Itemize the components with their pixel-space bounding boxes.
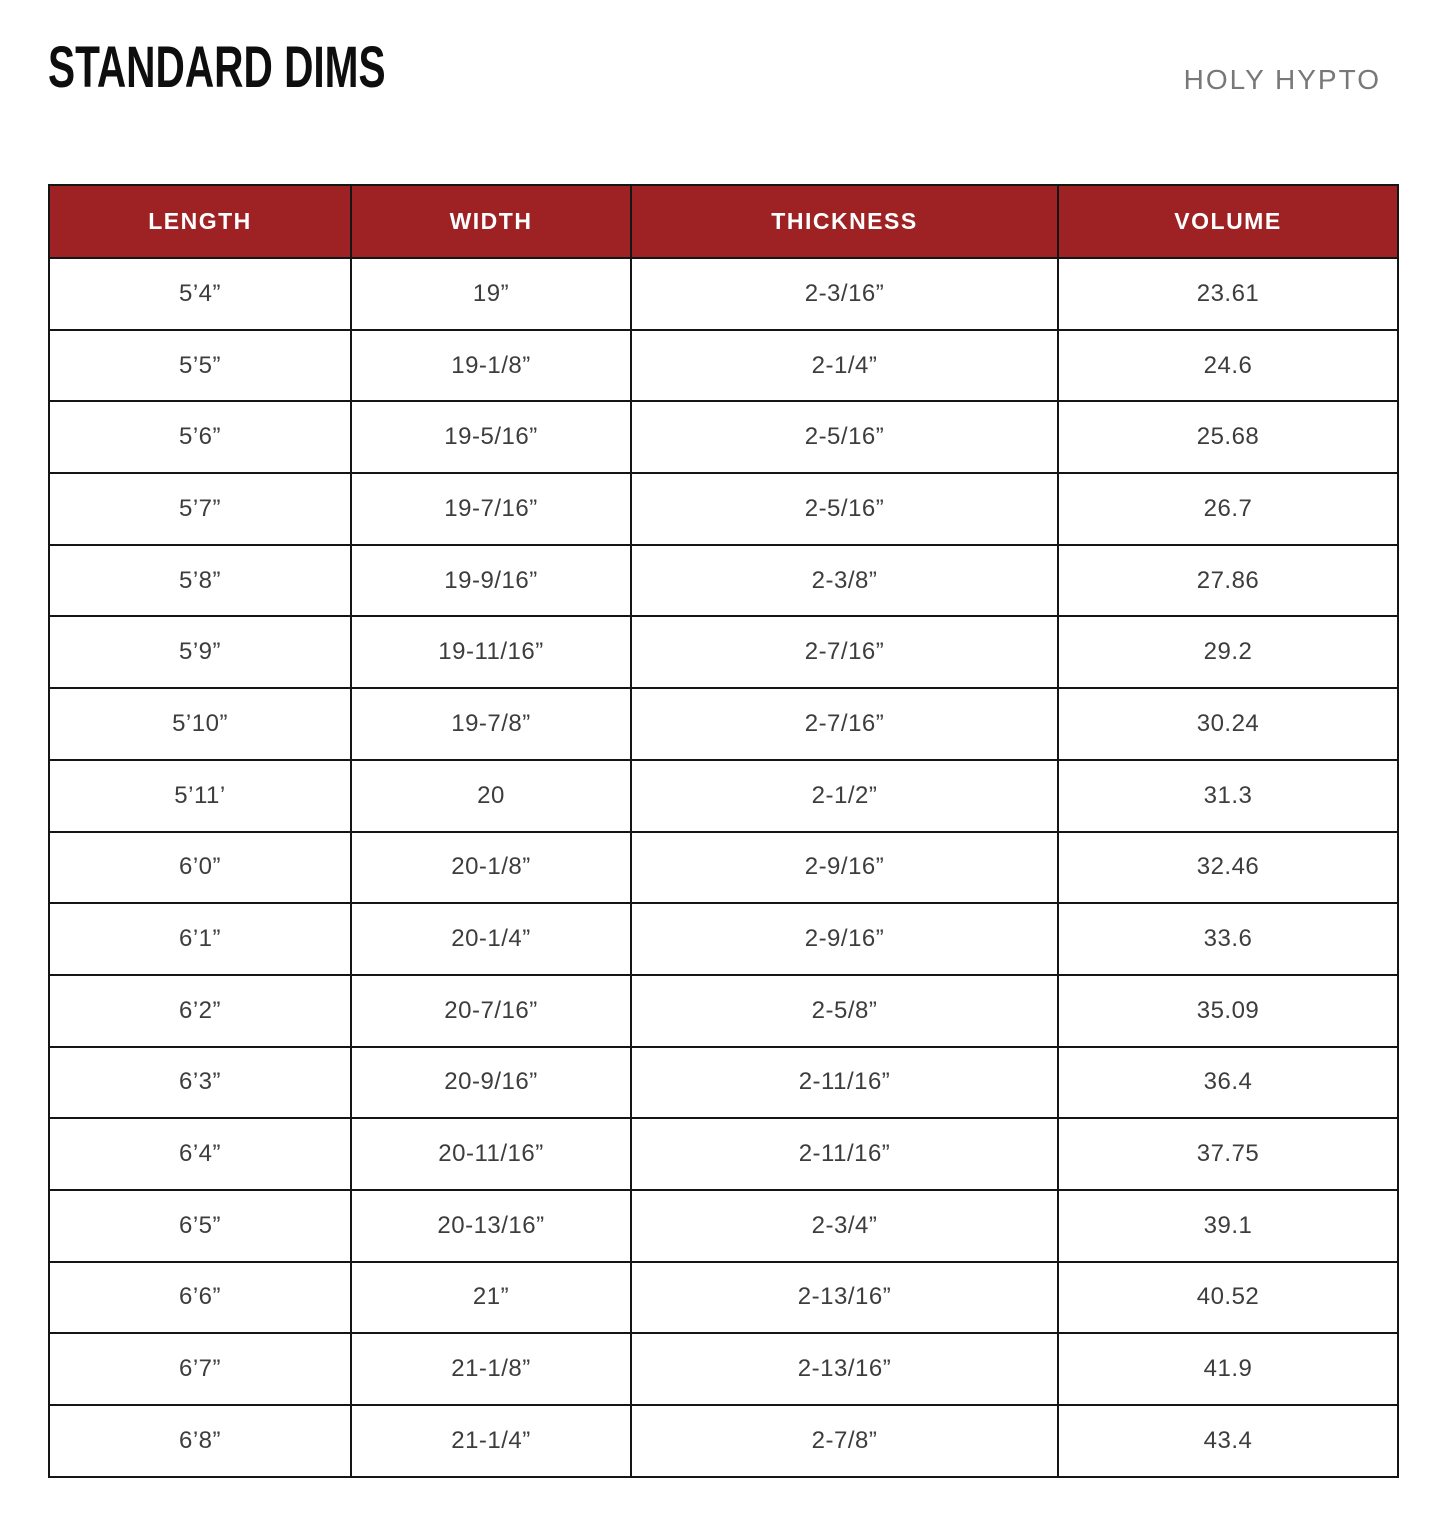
cell-volume: 29.2 [1058,616,1398,688]
cell-volume: 40.52 [1058,1262,1398,1334]
cell-length: 5’10” [49,688,351,760]
cell-length: 5’5” [49,330,351,402]
cell-length: 6’0” [49,832,351,904]
cell-width: 19-7/16” [351,473,631,545]
cell-width: 21” [351,1262,631,1334]
cell-thickness: 2-13/16” [631,1333,1058,1405]
cell-width: 19-9/16” [351,545,631,617]
cell-length: 5’4” [49,258,351,330]
table-row [49,258,1398,330]
cell-length: 6’3” [49,1047,351,1119]
cell-volume: 32.46 [1058,832,1398,904]
cell-width: 20-1/4” [351,903,631,975]
table-row [49,473,1398,545]
cell-width: 21-1/4” [351,1405,631,1477]
table-body [49,258,1398,1477]
cell-length: 6’8” [49,1405,351,1477]
page-title: STANDARD DIMS [48,35,386,100]
cell-volume: 23.61 [1058,258,1398,330]
cell-volume: 27.86 [1058,545,1398,617]
cell-thickness: 2-7/16” [631,688,1058,760]
cell-volume: 36.4 [1058,1047,1398,1119]
table-row [49,1405,1398,1477]
cell-width: 19-11/16” [351,616,631,688]
cell-width: 19” [351,258,631,330]
table-row [49,401,1398,473]
column-header-volume: VOLUME [1058,185,1398,258]
cell-volume: 37.75 [1058,1118,1398,1190]
cell-thickness: 2-3/16” [631,258,1058,330]
cell-width: 19-1/8” [351,330,631,402]
cell-length: 6’5” [49,1190,351,1262]
cell-width: 20-7/16” [351,975,631,1047]
cell-volume: 33.6 [1058,903,1398,975]
table-row [49,760,1398,832]
cell-volume: 31.3 [1058,760,1398,832]
cell-volume: 26.7 [1058,473,1398,545]
table-row [49,688,1398,760]
cell-thickness: 2-1/2” [631,760,1058,832]
cell-width: 19-7/8” [351,688,631,760]
cell-length: 5’6” [49,401,351,473]
table-row [49,330,1398,402]
header-row [49,185,1398,258]
table-row [49,832,1398,904]
cell-length: 5’8” [49,545,351,617]
table-row [49,1333,1398,1405]
cell-length: 5’11’ [49,760,351,832]
cell-thickness: 2-7/16” [631,616,1058,688]
cell-length: 5’7” [49,473,351,545]
cell-length: 6’6” [49,1262,351,1334]
cell-width: 20-9/16” [351,1047,631,1119]
cell-volume: 30.24 [1058,688,1398,760]
dims-table-container [48,184,1397,1478]
column-header-length: LENGTH [49,185,351,258]
cell-thickness: 2-3/4” [631,1190,1058,1262]
cell-thickness: 2-1/4” [631,330,1058,402]
cell-thickness: 2-5/16” [631,401,1058,473]
table-row [49,545,1398,617]
cell-length: 5’9” [49,616,351,688]
cell-width: 20-11/16” [351,1118,631,1190]
cell-width: 20-13/16” [351,1190,631,1262]
dims-table [48,184,1399,1478]
cell-thickness: 2-9/16” [631,832,1058,904]
cell-width: 19-5/16” [351,401,631,473]
brand-label: HOLY HYPTO [1183,64,1381,95]
cell-length: 6’1” [49,903,351,975]
table-row [49,975,1398,1047]
cell-width: 21-1/8” [351,1333,631,1405]
cell-length: 6’2” [49,975,351,1047]
table-row [49,1118,1398,1190]
cell-thickness: 2-11/16” [631,1118,1058,1190]
column-header-width: WIDTH [351,185,631,258]
cell-volume: 24.6 [1058,330,1398,402]
cell-thickness: 2-13/16” [631,1262,1058,1334]
cell-volume: 39.1 [1058,1190,1398,1262]
table-row [49,1190,1398,1262]
cell-length: 6’4” [49,1118,351,1190]
cell-width: 20-1/8” [351,832,631,904]
table-row [49,903,1398,975]
cell-width: 20 [351,760,631,832]
cell-volume: 43.4 [1058,1405,1398,1477]
cell-thickness: 2-3/8” [631,545,1058,617]
cell-volume: 41.9 [1058,1333,1398,1405]
table-header [49,185,1398,258]
cell-thickness: 2-7/8” [631,1405,1058,1477]
cell-length: 6’7” [49,1333,351,1405]
cell-thickness: 2-11/16” [631,1047,1058,1119]
column-header-thickness: THICKNESS [631,185,1058,258]
table-row [49,1262,1398,1334]
cell-thickness: 2-5/16” [631,473,1058,545]
table-row [49,1047,1398,1119]
cell-volume: 25.68 [1058,401,1398,473]
cell-volume: 35.09 [1058,975,1398,1047]
cell-thickness: 2-5/8” [631,975,1058,1047]
table-row [49,616,1398,688]
cell-thickness: 2-9/16” [631,903,1058,975]
